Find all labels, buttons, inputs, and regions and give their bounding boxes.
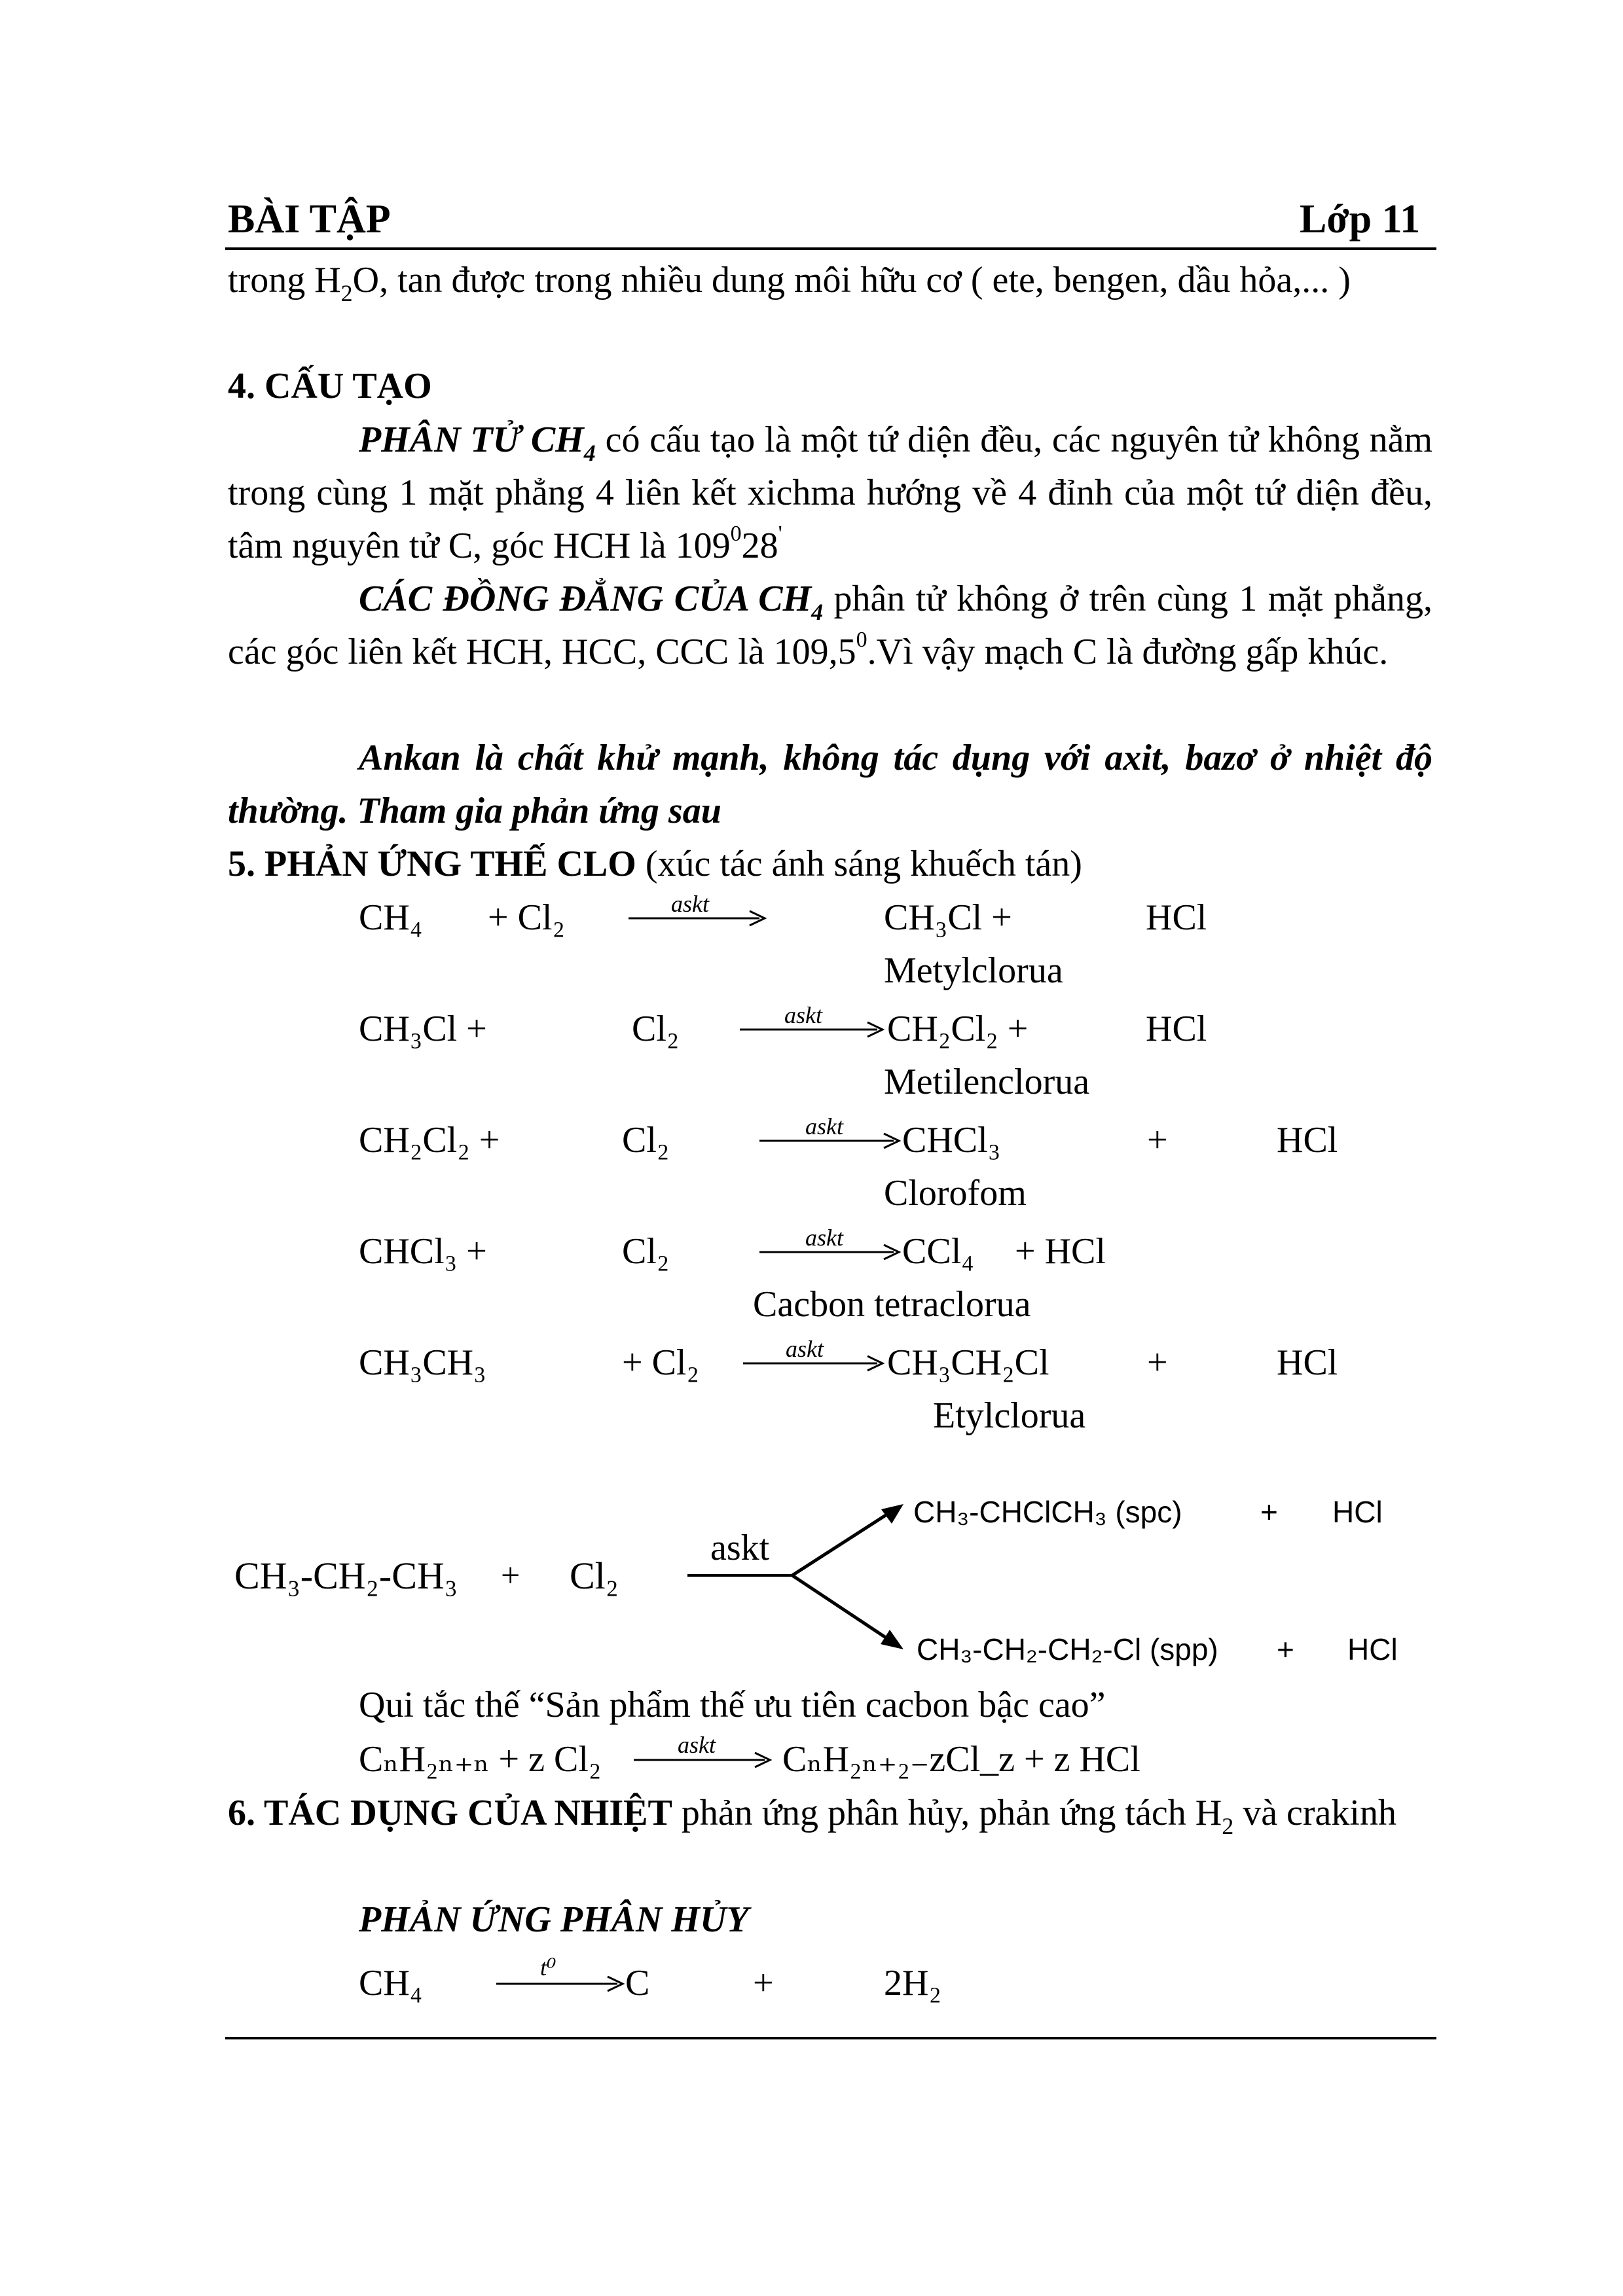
substitution-rule: Qui tắc thế “Sản phẩm thế ưu tiên cacbon bậc cao” [359,1685,1106,1725]
reaction-5-reactant: CH₃CH₃ [359,1342,486,1383]
reaction-2-reactant: CH₃Cl + [359,1009,487,1049]
propane-branch-arrows [687,1499,910,1662]
reaction-5-name: Etylclorua [933,1395,1086,1436]
reaction-4-reactant: CHCl₃ + [359,1231,487,1272]
decomposition-reactant: CH₄ [359,1963,423,2003]
header-rule [225,247,1436,250]
section-5-heading: 5. PHẢN ỨNG THẾ CLO (xúc tác ánh sáng khuếch tán) [228,844,1082,884]
general-equation-left: CₙH₂ₙ₊ₙ + z Cl₂ [359,1739,602,1780]
reaction-3-reagent: Cl₂ [622,1120,670,1160]
section-4-paragraph-3: Ankan là chất khử mạnh, không tác dụng với axit, bazơ ở nhiệt độ thường. Tham gia phản ứng sau [228,738,1432,831]
propane-hcl-top: HCl [1332,1495,1383,1529]
reaction-2-arrow-label: askt [784,1002,822,1028]
reaction-1-product: CH₃Cl + [884,897,1012,938]
header-title: BÀI TẬP [228,197,391,242]
section-4-heading: 4. CẤU TẠO [228,366,432,406]
propane-hcl-bottom: HCl [1347,1632,1398,1666]
propane-reagent: Cl₂ [570,1554,619,1597]
section-4-paragraph-2: CÁC ĐỒNG ĐẲNG CỦA $CH_4$ phân tử không ở trên cùng 1 mặt phẳng, các góc liên kết HCH, HCC, CCC là 109,5$^0$.Vì vậy mạch C là đường gấp khúc. [228,579,1432,672]
reaction-2-byproduct: HCl [1146,1009,1207,1049]
reaction-5-reagent: + Cl₂ [622,1342,700,1383]
section-4-paragraph-1: PHÂN TỬ $CH_4$ có cấu tạo là một tứ diện đều, các nguyên tử không nằm trong cùng 1 mặt phẳng 4 liên kết xichma hướng về 4 đỉnh của một tứ diện đều, tâm nguyên tử C, góc HCH là $109^028'$ [228,420,1433,566]
reaction-1-reactant: CH₄ [359,897,423,938]
reaction-1-name: Metylclorua [884,950,1063,991]
reaction-3-arrow-label: askt [805,1113,843,1139]
propane-product-top: CH₃-CHClCH₃ (spc) [913,1495,1182,1529]
reaction-4-arrow-label: askt [805,1225,843,1251]
general-equation-arrow-label: askt [678,1732,716,1758]
propane-product-bottom: CH₃-CH₂-CH₂-Cl (spp) [917,1632,1218,1666]
reaction-2-name: Metilenclorua [884,1062,1090,1102]
footer-rule [225,2037,1436,2039]
section-6-heading: 6. TÁC DỤNG CỦA NHIỆT phản ứng phân hủy, phản ứng tách $H_2$ và crakinh [228,1793,1396,1839]
header-class: Lớp 11 [1300,197,1421,242]
reaction-3-byproduct: HCl [1277,1120,1338,1160]
reaction-5-arrow-label: askt [786,1336,824,1362]
reaction-3-name: Clorofom [884,1173,1027,1213]
reaction-3-product: CHCl₃ [902,1120,1001,1160]
reaction-4-name: Cacbon tetraclorua [753,1284,1031,1325]
decomposition-product-2: 2H₂ [884,1963,941,2003]
reaction-4-reagent: Cl₂ [622,1231,670,1272]
reaction-2-reagent: Cl₂ [632,1009,680,1049]
intro-paragraph: trong $H_2O$, tan được trong nhiều dung môi hữu cơ ( ete, bengen, dầu hỏa,... ) [228,260,1351,306]
reaction-5-byproduct: HCl [1277,1342,1338,1383]
decomposition-product: C [625,1963,650,2003]
reaction-1-byproduct: HCl [1146,897,1207,938]
section-6-subheading: PHẢN ỨNG PHÂN HỦY [359,1899,749,1940]
propane-plus-bottom: + [1277,1632,1294,1666]
decomposition-arrow [496,1974,627,1994]
general-equation-right: CₙH₂ₙ₊₂₋zCl_z + z HCl [782,1739,1140,1780]
decomposition-plus: + [753,1963,774,2003]
propane-arrow-label: askt [710,1528,770,1568]
reaction-3-plus: + [1147,1120,1168,1160]
reaction-2-product: CH₂Cl₂ + [887,1009,1029,1049]
decomposition-arrow-label: t⁰ [540,1954,556,1981]
reaction-4-product: CCl₄ [902,1231,974,1272]
propane-plus: + [501,1557,520,1594]
reaction-3-reactant: CH₂Cl₂ + [359,1120,500,1160]
reaction-1-reagent: + Cl₂ [488,897,566,938]
reaction-1-arrow-label: askt [671,891,709,917]
reaction-4-byproduct: + HCl [1015,1231,1106,1272]
propane-plus-top: + [1260,1495,1278,1529]
reaction-5-product: CH₃CH₂Cl [887,1342,1049,1383]
reaction-5-plus: + [1147,1342,1168,1383]
propane-reactant: CH₃-CH₂-CH₃ [234,1554,458,1597]
